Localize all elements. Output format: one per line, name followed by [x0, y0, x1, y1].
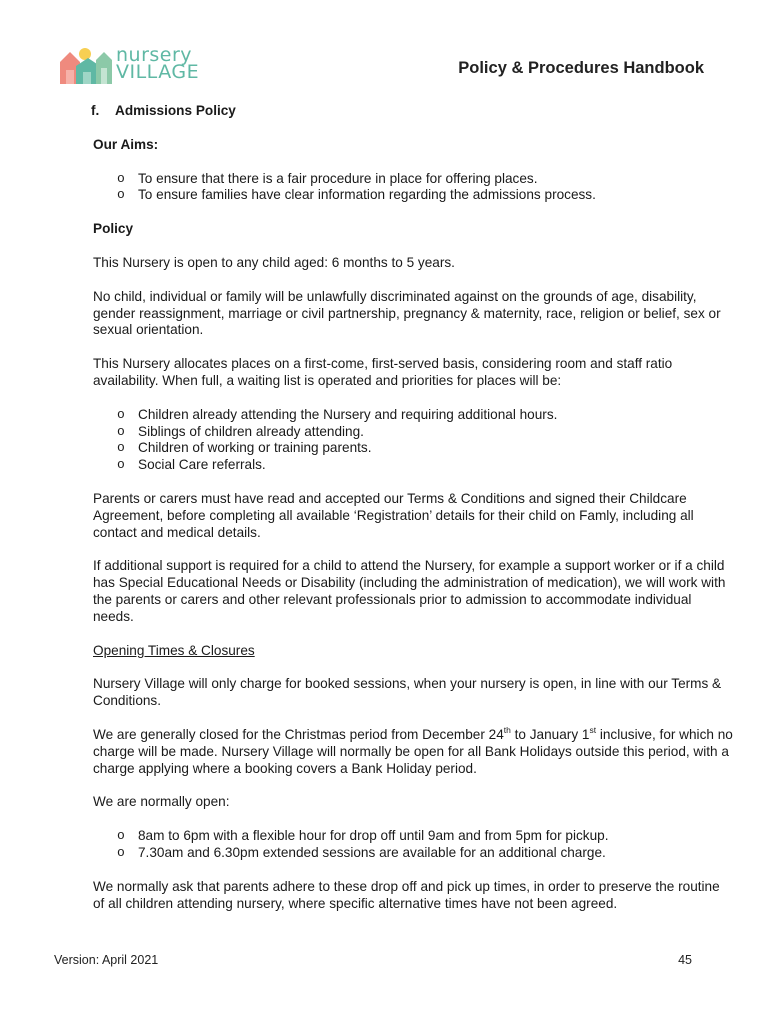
nursery-village-logo	[58, 46, 233, 88]
aims-heading: Our Aims:	[93, 136, 159, 152]
opening-paragraph: We are normally open:	[93, 794, 230, 810]
text-segment: to January 1	[510, 726, 590, 742]
text-segment: inclusive, for which no charge will be made. Nursery Village will normally be open for all Bank Holidays outside this period, with a charge applying where a booking covers a Bank Holiday period.	[93, 726, 733, 776]
text-segment: We are generally closed for the Christmas period from December 24	[93, 726, 504, 742]
opening-paragraph: We normally ask that parents adhere to these drop off and pick up times, in order to preserve the routine of all children attending nursery, where specific alternative times have not been agreed.	[93, 878, 720, 911]
superscript: st	[589, 724, 597, 735]
policy-paragraph: This Nursery allocates places on a first-come, first-served basis, considering room and staff ratio availability. When full, a waiting list is operated and priorities for places will be:	[93, 356, 673, 388]
list-item: o To ensure families have clear information regarding the admissions process.	[117, 187, 733, 204]
section-heading	[91, 103, 733, 120]
logo-text-nursery: nursery	[116, 44, 193, 66]
aims-list	[93, 171, 733, 205]
section-title: Admissions Policy	[115, 103, 236, 118]
opening-paragraph: Nursery Village will only charge for booked sessions, when your nursery is open, in line with our Terms & Conditions.	[93, 676, 722, 709]
list-item: o 8am to 6pm with a flexible hour for drop off until 9am and from 5pm for pickup.	[117, 828, 733, 845]
policy-paragraph: Parents or carers must have read and accepted our Terms & Conditions and signed their Childcare Agreement, before completing all available ‘Registration’ details for their child on Famly, including all contact and medical details.	[93, 490, 694, 540]
priorities-list	[93, 407, 733, 474]
christmas-closure-paragraph	[93, 724, 733, 777]
list-item: o Social Care referrals.	[117, 457, 733, 474]
list-item: o Children already attending the Nursery and requiring additional hours.	[117, 407, 733, 424]
houses-logo-icon	[58, 46, 114, 86]
list-item: o Children of working or training parents.	[117, 440, 733, 457]
page-content	[93, 103, 733, 929]
list-item: o Siblings of children already attending.	[117, 424, 733, 441]
logo-text-village: VILLAGE	[116, 61, 200, 83]
superscript: th	[503, 724, 511, 735]
policy-paragraph: This Nursery is open to any child aged: 6 months to 5 years.	[93, 254, 455, 270]
list-item: o To ensure that there is a fair procedure in place for offering places.	[117, 171, 733, 188]
footer-page-number: 45	[678, 953, 692, 967]
policy-paragraph: No child, individual or family will be unlawfully discriminated against on the grounds of age, disability, gender reassignment, marriage or civil partnership, pregnancy & maternity, race, religion or belief, sex or sexual orientation.	[93, 288, 721, 338]
opening-times-heading: Opening Times & Closures	[93, 642, 255, 658]
policy-heading: Policy	[93, 221, 134, 237]
handbook-title: Policy & Procedures Handbook	[458, 59, 704, 77]
policy-paragraph: If additional support is required for a child to attend the Nursery, for example a support worker or if a child has Special Educational Needs or Disability (including the administration of medication), we will work with the parents or carers and other relevant professionals prior to admission to accommodate individual needs.	[93, 558, 726, 624]
list-item: o 7.30am and 6.30pm extended sessions are available for an additional charge.	[117, 845, 733, 862]
hours-list	[93, 828, 733, 862]
section-number: f.	[91, 103, 100, 118]
footer-version: Version: April 2021	[54, 953, 159, 967]
